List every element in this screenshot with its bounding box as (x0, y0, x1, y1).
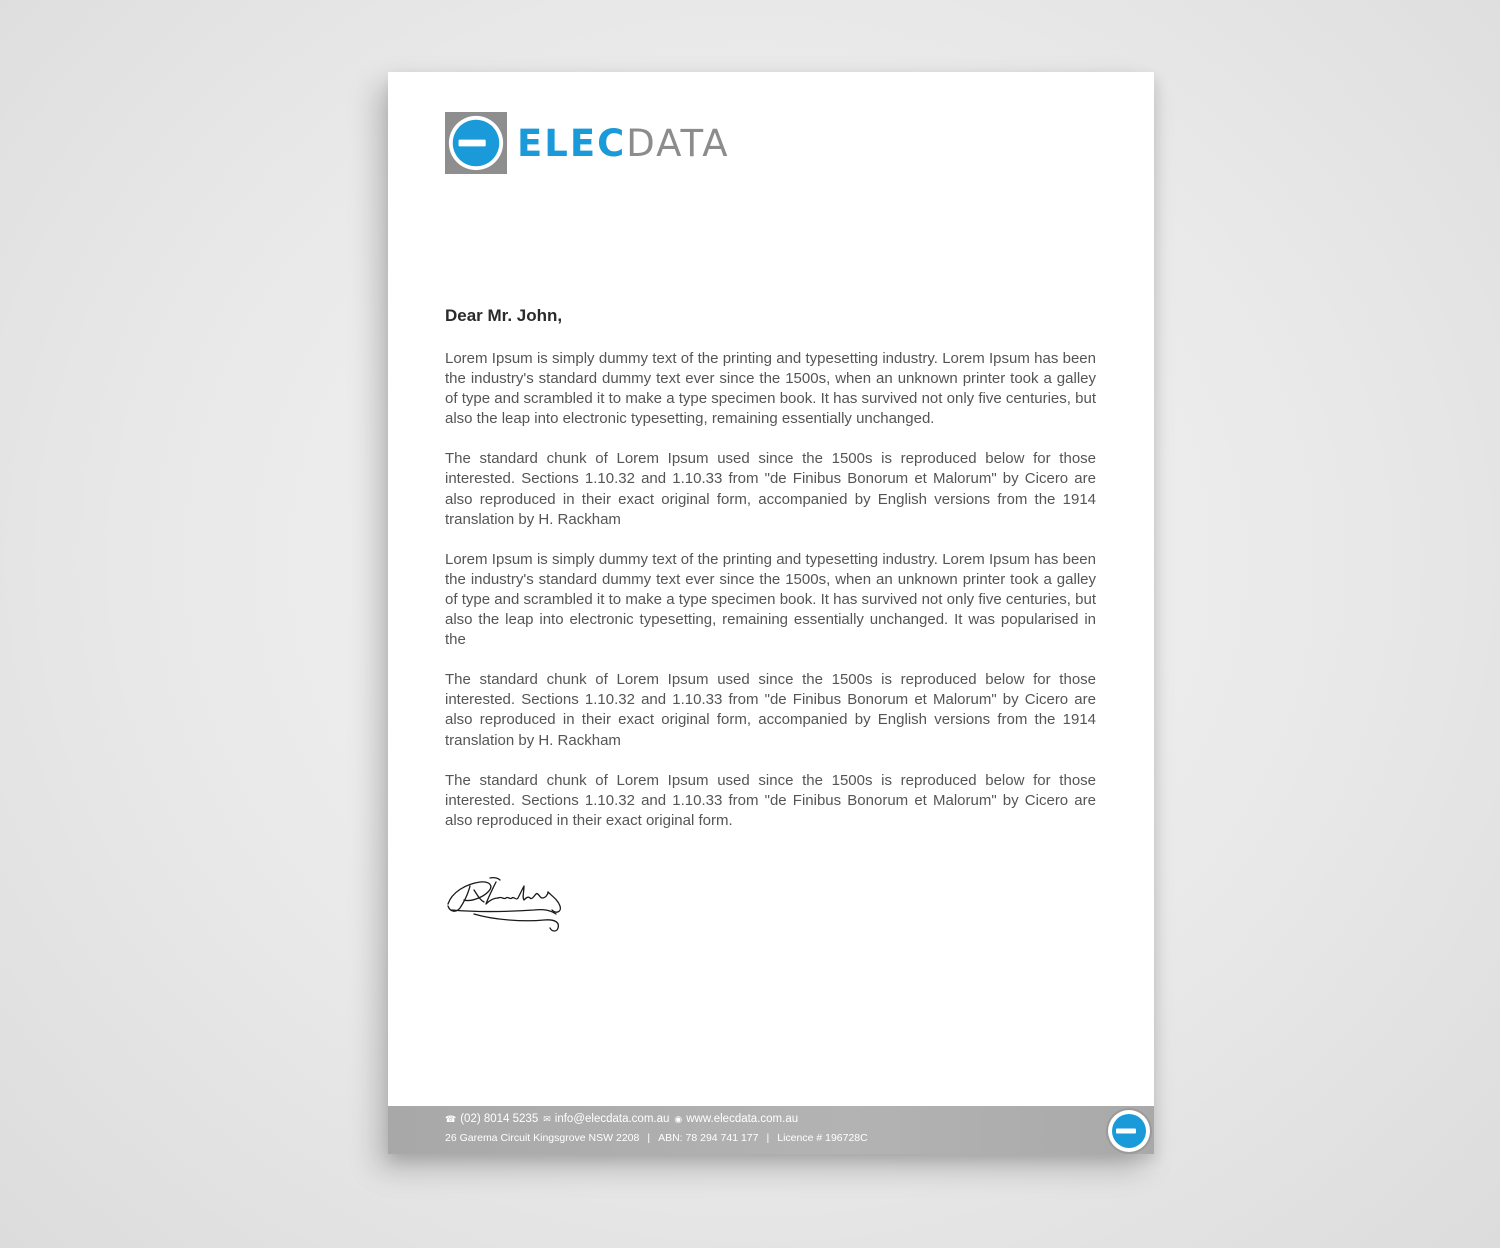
logo-text-elec: ELEC (517, 121, 627, 165)
footer-licence: Licence # 196728C (777, 1132, 868, 1144)
letter-paragraph: Lorem Ipsum is simply dummy text of the printing and typesetting industry. Lorem Ipsum has been the industry's standard dummy text ever since the 1500s, when an unknown printer took a galley of type and scrambled it to make a type specimen book. It has survived not only five centuries, but also the leap into electronic typesetting, remaining essentially unchanged. It was popularised in the (445, 550, 1096, 649)
logo-wordmark (517, 121, 730, 165)
footer-logo-mark-icon (1105, 1107, 1153, 1155)
globe-icon: ◉ (674, 1113, 683, 1124)
footer-website[interactable]: www.elecdata.com.au (686, 1113, 799, 1125)
footer-address: 26 Garema Circuit Kingsgrove NSW 2208 (445, 1132, 640, 1144)
letter-body (445, 349, 1096, 851)
letter-paragraph: The standard chunk of Lorem Ipsum used since the 1500s is reproduced below for those interested. Sections 1.10.32 and 1.10.33 from "de Finibus Bonorum et Malorum" by Cicero are also reproduced in their exact original form, accompanied by English versions from the 1914 translation by H. Rackham (445, 450, 1096, 528)
letterhead-footer (388, 1106, 1154, 1154)
footer-separator: | (766, 1132, 770, 1144)
company-logo (445, 111, 785, 175)
letter-paragraph: The standard chunk of Lorem Ipsum used since the 1500s is reproduced below for those interested. Sections 1.10.32 and 1.10.33 from "de Finibus Bonorum et Malorum" by Cicero are also reproduced in their exact original form. (445, 771, 1096, 829)
footer-phone: (02) 8014 5235 (460, 1113, 539, 1125)
letter-paragraph: Lorem Ipsum is simply dummy text of the printing and typesetting industry. Lorem Ipsum has been the industry's standard dummy text ever since the 1500s, when an unknown printer took a galley of type and scrambled it to make a type specimen book. It has survived not only five centuries, but also the leap into electronic typesetting, remaining essentially unchanged. (445, 350, 1096, 428)
letter-paragraph: The standard chunk of Lorem Ipsum used since the 1500s is reproduced below for those interested. Sections 1.10.32 and 1.10.33 from "de Finibus Bonorum et Malorum" by Cicero are also reproduced in their exact original form, accompanied by English versions from the 1914 translation by H. Rackham (445, 671, 1096, 749)
signature (444, 870, 568, 936)
footer-contact-line (445, 1113, 798, 1125)
phone-icon: ☎ (445, 1113, 457, 1124)
letter-salutation: Dear Mr. John, (445, 306, 563, 325)
logo-mark-icon (445, 112, 507, 174)
email-icon: ✉ (543, 1113, 551, 1124)
footer-address-line (445, 1132, 868, 1144)
logo-text-data: DATA (626, 121, 730, 165)
letterhead-page (388, 72, 1154, 1154)
footer-abn: ABN: 78 294 741 177 (658, 1132, 759, 1144)
footer-separator: | (647, 1132, 651, 1144)
footer-email[interactable]: info@elecdata.com.au (554, 1113, 670, 1125)
